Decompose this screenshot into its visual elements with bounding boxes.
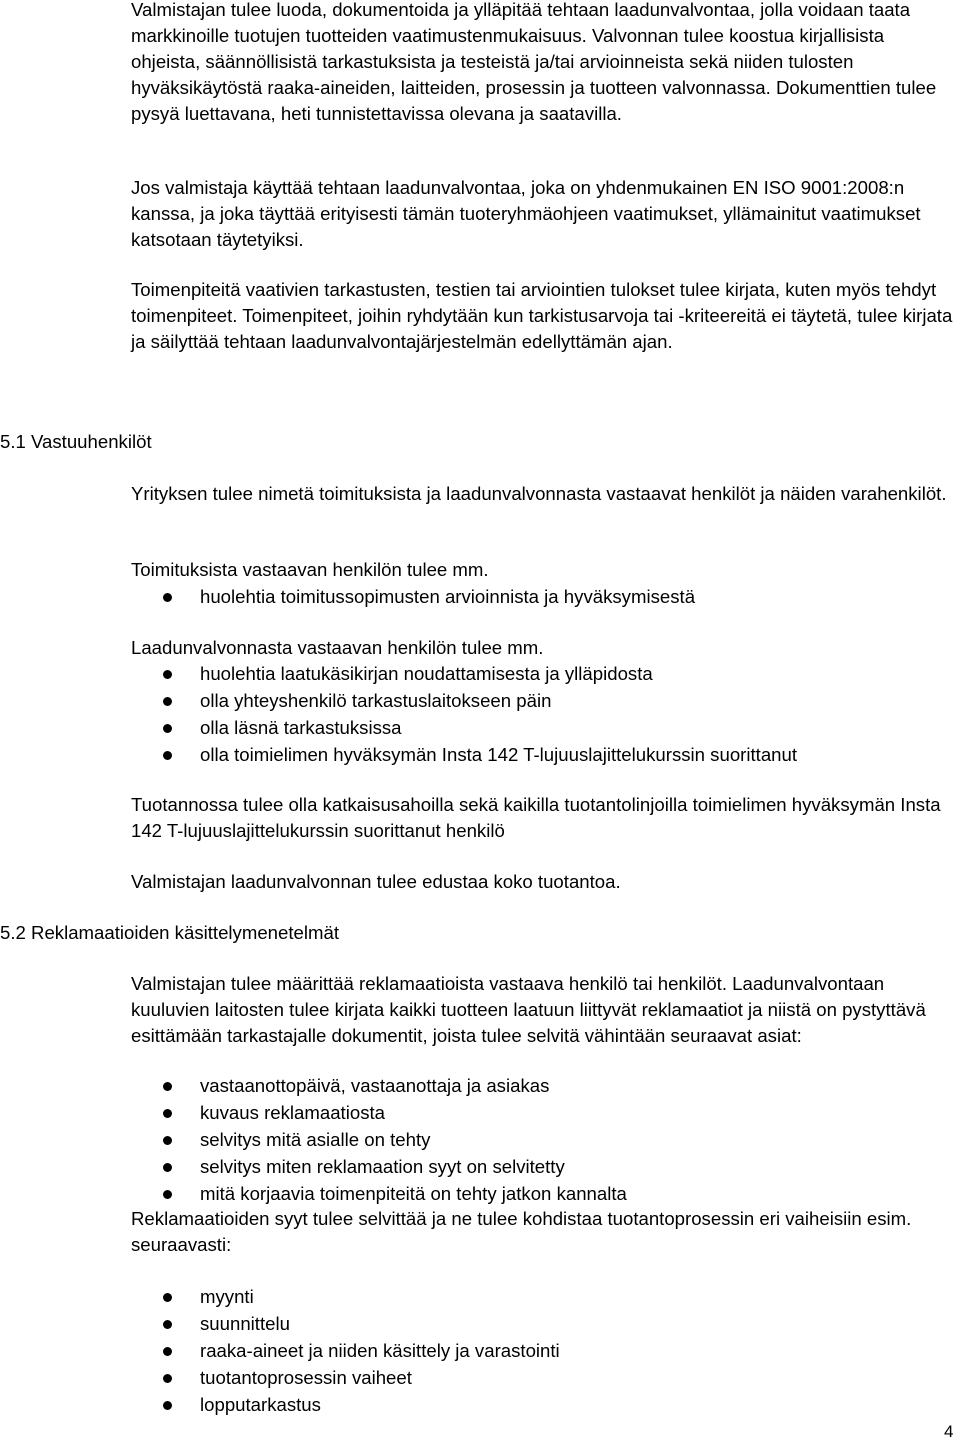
complaint-record-list	[131, 1073, 931, 1208]
bullet-icon	[163, 593, 172, 602]
paragraph-measures: Toimenpiteitä vaativien tarkastusten, testien tai arviointien tulokset tulee kirjata, kuten myös tehdyt toimenpiteet. Toimenpiteet, joihin ryhdytään kun tarkistusarvoja tai -kriteereitä ei täytetä, tulee kirjata ja säilyttää tehtaan laadunvalvontajärjestelmän edellyttämän ajan.	[131, 279, 953, 352]
bullet-icon	[163, 1109, 172, 1118]
bullet-icon	[163, 1401, 172, 1410]
list-item: vastaanottopäivä, vastaanottaja ja asiakas	[131, 1073, 931, 1100]
list-item: tuotantoprosessin vaiheet	[131, 1365, 931, 1392]
process-phases-list	[131, 1284, 931, 1419]
bullet-icon	[163, 697, 172, 706]
bullet-icon	[163, 1136, 172, 1145]
list-item: lopputarkastus	[131, 1392, 931, 1419]
paragraph-production: Tuotannossa tulee olla katkaisusahoilla sekä kaikilla tuotantolinjoilla toimielimen hyväksymän Insta 142 T-lujuuslajittelukurssin suorittanut henkilö	[131, 794, 941, 841]
list-item: selvitys miten reklamaation syyt on selvitetty	[131, 1154, 931, 1181]
delivery-duties-list	[131, 584, 931, 611]
bullet-icon	[163, 751, 172, 760]
bullet-icon	[163, 1082, 172, 1091]
quality-lead-text: Laadunvalvonnasta vastaavan henkilön tulee mm.	[131, 637, 544, 658]
list-item: myynti	[131, 1284, 931, 1311]
list-item: selvitys mitä asialle on tehty	[131, 1127, 931, 1154]
bullet-icon	[163, 1320, 172, 1329]
bullet-icon	[163, 724, 172, 733]
list-item: huolehtia toimitussopimusten arvioinnista ja hyväksymisestä	[131, 584, 931, 611]
list-item: kuvaus reklamaatiosta	[131, 1100, 931, 1127]
paragraph-responsible-persons: Yrityksen tulee nimetä toimituksista ja laadunvalvonnasta vastaavat henkilöt ja näiden varahenkilöt.	[131, 483, 947, 504]
bullet-icon	[163, 1347, 172, 1356]
paragraph-complaints: Valmistajan tulee määrittää reklamaatioista vastaava henkilö tai henkilöt. Laadunvalvontaan kuuluvien laitosten tulee kirjata kaikki tuotteen laatuun liittyvät reklamaatiot ja niistä on pystyttävä esittämään tarkastajalle dokumentit, joista tulee selvitä vähintään seuraavat asiat:	[131, 973, 926, 1046]
list-item: huolehtia laatukäsikirjan noudattamisesta ja ylläpidosta	[131, 661, 931, 688]
bullet-icon	[163, 1293, 172, 1302]
page-number: 4	[944, 1422, 954, 1441]
paragraph-iso-9001: Jos valmistaja käyttää tehtaan laadunvalvontaa, joka on yhdenmukainen EN ISO 9001:2008:n kanssa, ja joka täyttää erityisesti tämän tuoteryhmäohjeen vaatimukset, yllämainitut vaatimukset katsotaan täytetyiksi.	[131, 177, 921, 250]
list-item: suunnittelu	[131, 1311, 931, 1338]
bullet-icon	[163, 1374, 172, 1383]
bullet-icon	[163, 1190, 172, 1199]
list-item: raaka-aineet ja niiden käsittely ja varastointi	[131, 1338, 931, 1365]
list-item: olla läsnä tarkastuksissa	[131, 715, 931, 742]
paragraph-representation: Valmistajan laadunvalvonnan tulee edustaa koko tuotantoa.	[131, 871, 621, 892]
bullet-icon	[163, 1163, 172, 1172]
list-item: mitä korjaavia toimenpiteitä on tehty jatkon kannalta	[131, 1181, 931, 1208]
section-heading-5-1: 5.1 Vastuuhenkilöt	[0, 431, 152, 452]
quality-duties-list	[131, 661, 931, 769]
delivery-lead-text: Toimituksista vastaavan henkilön tulee mm.	[131, 559, 489, 580]
paragraph-complaint-causes: Reklamaatioiden syyt tulee selvittää ja ne tulee kohdistaa tuotantoprosessin eri vaiheisiin esim. seuraavasti:	[131, 1208, 912, 1255]
list-item: olla toimielimen hyväksymän Insta 142 T-lujuuslajittelukurssin suorittanut	[131, 742, 931, 769]
paragraph-quality-control: Valmistajan tulee luoda, dokumentoida ja ylläpitää tehtaan laadunvalvontaa, jolla voidaan taata markkinoille tuotujen tuotteiden vaatimustenmukaisuus. Valvonnan tulee koostua kirjallisista ohjeista, säännöllisistä tarkastuksista ja testeistä ja/tai arvioinneista sekä niiden tulosten hyväksikäytöstä raaka-aineiden, laitteiden, prosessin ja tuotteen valvonnassa. Dokumenttien tulee pysyä luettavana, heti tunnistettavissa olevana ja saatavilla.	[131, 0, 937, 124]
section-heading-5-2: 5.2 Reklamaatioiden käsittelymenetelmät	[0, 922, 339, 943]
bullet-icon	[163, 670, 172, 679]
list-item: olla yhteyshenkilö tarkastuslaitokseen päin	[131, 688, 931, 715]
